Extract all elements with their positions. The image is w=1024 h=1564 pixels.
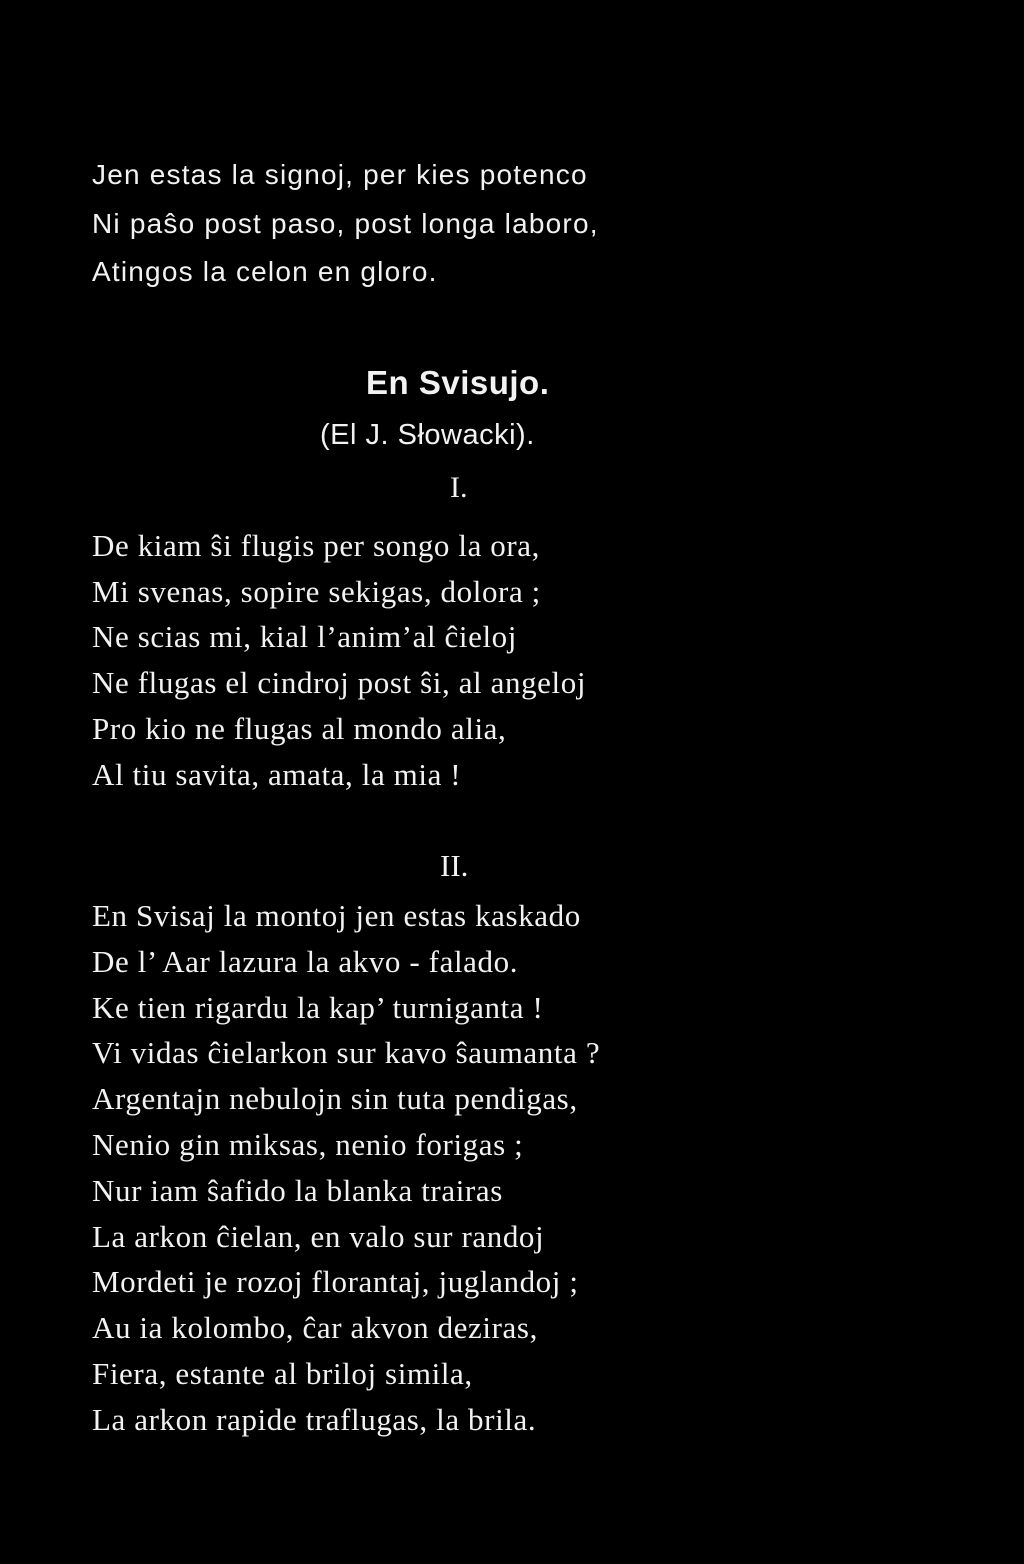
verse-line: Ke tien rigardu la kap’ turniganta ! (92, 990, 544, 1025)
section-numeral-1: I. (450, 471, 468, 504)
verse-line: Vi vidas ĉielarkon sur kavo ŝaumanta ? (92, 1035, 601, 1070)
verse-line: La arkon rapide traflugas, la brila. (92, 1402, 537, 1437)
verse-line: Pro kio ne flugas al mondo alia, (92, 711, 507, 746)
verse-line: Ne flugas el cindroj post ŝi, al angeloj (92, 665, 587, 700)
poem-title: En Svisujo. (366, 364, 550, 401)
verse-line: De kiam ŝi flugis per songo la ora, (92, 528, 541, 563)
verse-line: Atingos la celon en gloro. (92, 256, 438, 287)
section-numeral-2: II. (440, 848, 469, 883)
verse-line: Ne scias mi, kial l’anim’al ĉieloj (92, 619, 517, 654)
verse-line: La arkon ĉielan, en valo sur randoj (92, 1219, 545, 1254)
verse-line: Argentajn nebulojn sin tuta pendigas, (92, 1081, 578, 1116)
poem-author: (El J. Słowacki). (320, 419, 535, 451)
verse-line: Ni paŝo post paso, post longa laboro, (92, 208, 599, 239)
verse-line: Jen estas la signoj, per kies potenco (92, 159, 588, 190)
verse-line: Al tiu savita, amata, la mia ! (92, 757, 462, 792)
verse-line: Mi svenas, sopire sekigas, dolora ; (92, 574, 541, 609)
verse-line: En Svisaj la montoj jen estas kaskado (92, 898, 581, 933)
verse-line: De l’ Aar lazura la akvo - falado. (92, 944, 519, 979)
verse-line: Au ia kolombo, ĉar akvon deziras, (92, 1310, 538, 1345)
verse-line: Nenio gin miksas, nenio forigas ; (92, 1127, 524, 1162)
verse-line: Nur iam ŝafido la blanka trairas (92, 1173, 503, 1208)
verse-line: Fiera, estante al briloj simila, (92, 1356, 473, 1391)
verse-line: Mordeti je rozoj florantaj, juglandoj ; (92, 1264, 579, 1299)
